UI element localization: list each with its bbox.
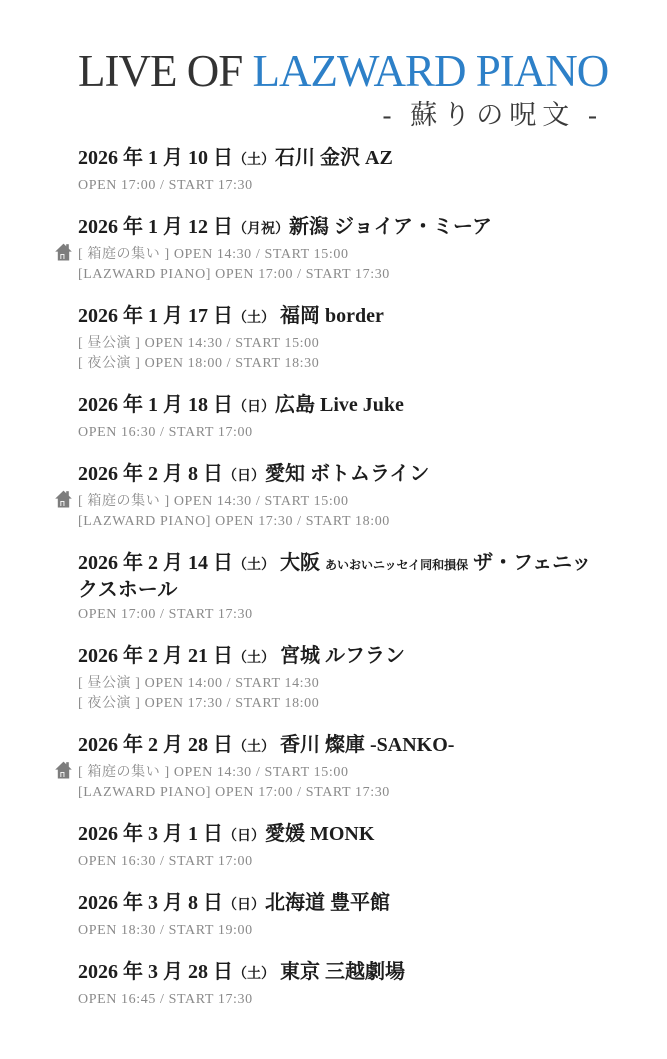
page-title — [78, 46, 609, 96]
event-date: 2026 年 1 月 17 日 — [78, 305, 233, 328]
tour-subtitle: - 蘇りの呪文 - — [382, 100, 603, 131]
event-item — [78, 393, 603, 443]
event-date-line — [78, 462, 603, 489]
event-times — [78, 605, 603, 625]
header — [78, 46, 609, 133]
event-weekday: （月祝） — [233, 222, 289, 238]
event-venue: 石川 金沢 AZ — [275, 147, 393, 170]
event-times — [78, 852, 603, 872]
event-weekday: （日） — [223, 469, 265, 485]
event-times — [78, 921, 603, 941]
event-date: 2026 年 1 月 10 日 — [78, 147, 233, 170]
house-icon — [55, 761, 72, 779]
event-date-line — [78, 822, 603, 849]
event-item — [78, 551, 603, 625]
event-date: 2026 年 2 月 14 日 — [78, 552, 233, 575]
event-time-line: OPEN 16:30 / START 17:00 — [78, 854, 253, 870]
event-times — [78, 176, 603, 196]
event-weekday: （日） — [223, 829, 265, 845]
event-date: 2026 年 1 月 18 日 — [78, 394, 233, 417]
event-venue: 愛媛 MONK — [265, 823, 375, 846]
event-date: 2026 年 3 月 8 日 — [78, 892, 223, 915]
event-time-line: OPEN 16:30 / START 17:00 — [78, 425, 253, 441]
event-date-line — [78, 146, 603, 173]
event-date: 2026 年 3 月 28 日 — [78, 961, 233, 984]
event-weekday: （土） — [233, 153, 275, 169]
event-weekday: （土） — [233, 740, 275, 756]
event-time-line: [LAZWARD PIANO] OPEN 17:00 / START 17:30 — [78, 785, 390, 801]
event-times — [78, 674, 603, 714]
event-venue: 福岡 border — [275, 305, 384, 328]
event-weekday: （土） — [233, 311, 275, 327]
event-date-line — [78, 215, 603, 242]
event-venue: 東京 三越劇場 — [275, 961, 405, 984]
event-venue-sponsor-small: あいおいニッセイ同和損保 — [325, 558, 469, 573]
event-time-line: [LAZWARD PIANO] OPEN 17:30 / START 18:00 — [78, 514, 390, 530]
event-list — [78, 146, 603, 1010]
event-times — [78, 492, 603, 532]
event-weekday: （土） — [233, 651, 275, 667]
event-venue: 広島 Live Juke — [275, 394, 404, 417]
event-venue: 大阪 — [275, 552, 325, 575]
event-item — [78, 960, 603, 1010]
event-time-line: [ 夜公演 ] OPEN 17:30 / START 18:00 — [78, 696, 320, 712]
event-times — [78, 763, 603, 803]
event-item — [78, 891, 603, 941]
event-weekday: （日） — [223, 898, 265, 914]
event-time-line: [ 箱庭の集い ] OPEN 14:30 / START 15:00 — [78, 494, 349, 510]
event-date-line — [78, 960, 603, 987]
event-item — [78, 462, 603, 532]
event-time-line: [ 夜公演 ] OPEN 18:00 / START 18:30 — [78, 356, 320, 372]
event-date-line — [78, 304, 603, 331]
event-weekday: （土） — [233, 558, 275, 574]
event-time-line: [ 昼公演 ] OPEN 14:00 / START 14:30 — [78, 676, 320, 692]
title-artist-name: LAZWARD PIANO — [252, 46, 609, 96]
event-venue: 新潟 ジョイア・ミーア — [289, 216, 492, 239]
event-time-line: [LAZWARD PIANO] OPEN 17:00 / START 17:30 — [78, 267, 390, 283]
event-date: 2026 年 2 月 21 日 — [78, 645, 233, 668]
event-date-line — [78, 733, 603, 760]
event-times — [78, 423, 603, 443]
event-date: 2026 年 2 月 28 日 — [78, 734, 233, 757]
event-weekday: （日） — [233, 400, 275, 416]
event-date: 2026 年 2 月 8 日 — [78, 463, 223, 486]
event-venue: 北海道 豊平館 — [265, 892, 390, 915]
event-item — [78, 733, 603, 803]
event-date-line — [78, 644, 603, 671]
event-venue: 愛知 ボトムライン — [265, 463, 430, 486]
event-date-line — [78, 551, 603, 602]
event-venue: 香川 燦庫 -SANKO- — [275, 734, 455, 757]
event-time-line: [ 箱庭の集い ] OPEN 14:30 / START 15:00 — [78, 247, 349, 263]
event-date: 2026 年 1 月 12 日 — [78, 216, 233, 239]
event-date-line — [78, 891, 603, 918]
house-icon — [55, 243, 72, 261]
event-weekday: （土） — [233, 967, 275, 983]
title-live-of: LIVE OF — [78, 46, 243, 96]
event-time-line: OPEN 16:45 / START 17:30 — [78, 992, 253, 1008]
house-icon — [55, 490, 72, 508]
event-item — [78, 644, 603, 714]
event-date-line — [78, 393, 603, 420]
event-date: 2026 年 3 月 1 日 — [78, 823, 223, 846]
event-time-line: OPEN 18:30 / START 19:00 — [78, 923, 253, 939]
event-time-line: OPEN 17:00 / START 17:30 — [78, 607, 253, 623]
event-item — [78, 146, 603, 196]
event-item — [78, 304, 603, 374]
event-time-line: [ 昼公演 ] OPEN 14:30 / START 15:00 — [78, 336, 320, 352]
event-times — [78, 334, 603, 374]
event-times — [78, 990, 603, 1010]
event-time-line: [ 箱庭の集い ] OPEN 14:30 / START 15:00 — [78, 765, 349, 781]
event-venue: 宮城 ルフラン — [275, 645, 405, 668]
event-venue-name-after: ザ・フェニックスホール — [78, 552, 592, 602]
event-time-line: OPEN 17:00 / START 17:30 — [78, 178, 253, 194]
event-item — [78, 822, 603, 872]
event-item — [78, 215, 603, 285]
event-times — [78, 245, 603, 285]
